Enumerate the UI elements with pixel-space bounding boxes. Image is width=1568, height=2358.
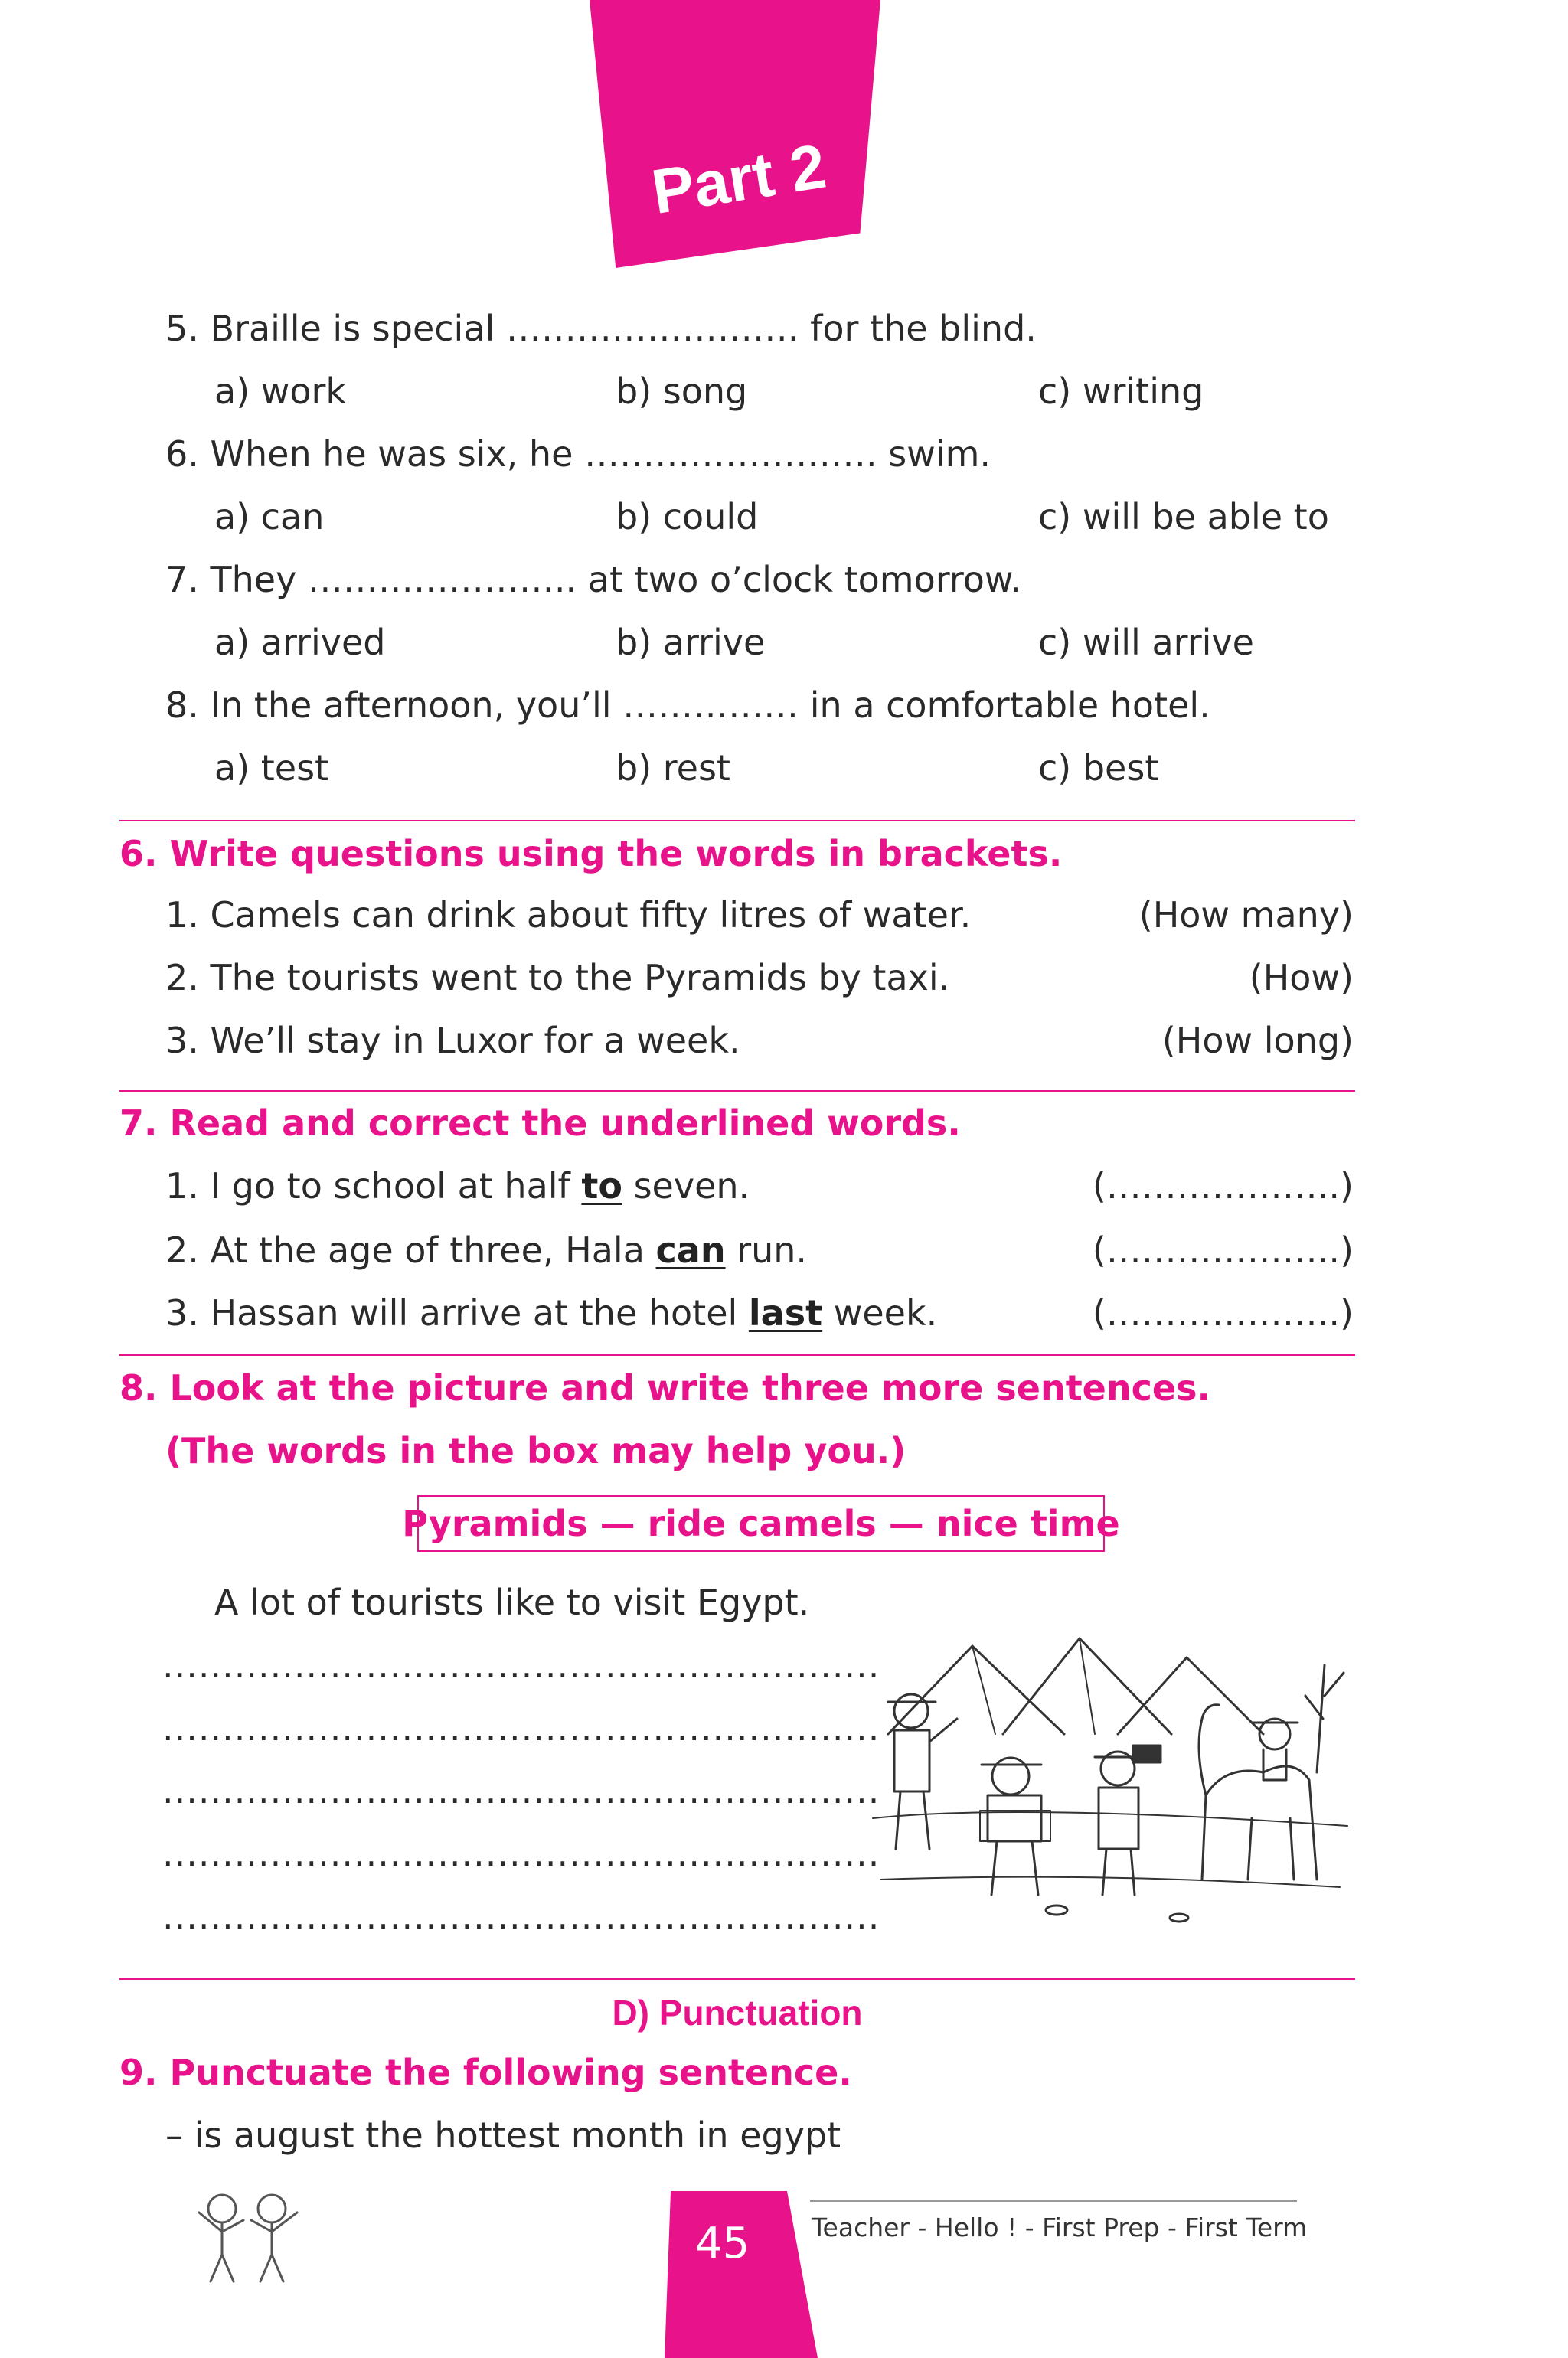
- punctuation-title: D) Punctuation: [612, 1993, 863, 2033]
- section-divider: [119, 1978, 1355, 1980]
- answer-blank: (………………..): [1092, 1292, 1354, 1334]
- section-9-heading: 9. Punctuate the following sentence.: [119, 2052, 852, 2093]
- part-tab: [590, 0, 880, 268]
- option-c: c) will arrive: [1038, 622, 1254, 663]
- section-8-heading: 8. Look at the picture and write three more sentences.: [119, 1367, 1210, 1409]
- exercise-item: [165, 1292, 938, 1334]
- footer-divider: [810, 2200, 1297, 2202]
- option-c: c) best: [1038, 747, 1159, 789]
- question-stem: 8. In the afternoon, you’ll …………… in a comfortable hotel.: [165, 684, 1210, 726]
- item-text: week.: [822, 1292, 938, 1334]
- punctuation-sentence: – is august the hottest month in egypt: [165, 2115, 841, 2156]
- option-c: c) will be able to: [1038, 496, 1329, 537]
- exercise-hint: (How): [1249, 957, 1354, 998]
- option-c: c) writing: [1038, 371, 1204, 412]
- exercise-hint: (How many): [1138, 894, 1354, 936]
- exercise-item: [165, 1165, 750, 1207]
- writing-line[interactable]: ............................................................: [162, 1896, 880, 1937]
- option-b: b) song: [616, 371, 748, 412]
- writing-line[interactable]: ............................................................: [162, 1644, 880, 1686]
- page-number: 45: [695, 2219, 750, 2268]
- question-stem: 5. Braille is special ……………………. for the blind.: [165, 308, 1037, 349]
- section-divider: [119, 1090, 1355, 1092]
- exercise-item: 1. Camels can drink about fifty litres of water.: [165, 894, 972, 936]
- section-divider: [119, 820, 1355, 821]
- writing-line[interactable]: ............................................................: [162, 1707, 880, 1749]
- book-title: Teacher - Hello ! - First Prep - First Term: [812, 2213, 1308, 2242]
- item-text: 3. Hassan will arrive at the hotel: [165, 1292, 749, 1334]
- section-divider: [119, 1354, 1355, 1356]
- exercise-hint: (How long): [1161, 1020, 1354, 1061]
- answer-blank: (………………..): [1092, 1165, 1354, 1207]
- word-box: [402, 1495, 1120, 1552]
- item-text: seven.: [622, 1165, 750, 1207]
- item-text: 1. I go to school at half: [165, 1165, 582, 1207]
- section-6-heading: 6. Write questions using the words in brackets.: [119, 833, 1063, 874]
- option-b: b) arrive: [616, 622, 766, 663]
- writing-line[interactable]: ............................................................: [162, 1833, 880, 1874]
- example-sentence: A lot of tourists like to visit Egypt.: [214, 1582, 810, 1623]
- question-stem: 7. They ………………….. at two o’clock tomorrow.: [165, 559, 1021, 600]
- section-8-subheading: (The words in the box may help you.): [165, 1430, 906, 1471]
- word-box-text: Pyramids — ride camels — nice time: [402, 1503, 1120, 1544]
- question-stem: 6. When he was six, he ……………………. swim.: [165, 433, 991, 475]
- exercise-item: 2. The tourists went to the Pyramids by taxi.: [165, 957, 950, 998]
- item-text: 2. At the age of three, Hala: [165, 1230, 656, 1271]
- page-number-tab: [665, 2191, 818, 2358]
- answer-blank: (………………..): [1092, 1230, 1354, 1271]
- exercise-item: [165, 1230, 808, 1271]
- kids-cartoon-icon: [176, 2174, 322, 2289]
- underlined-word: to: [581, 1165, 622, 1207]
- item-text: run.: [725, 1230, 808, 1271]
- underlined-word: last: [748, 1292, 823, 1334]
- option-b: b) could: [616, 496, 759, 537]
- option-a: a) can: [214, 496, 325, 537]
- writing-line[interactable]: ............................................................: [162, 1770, 880, 1811]
- option-a: a) test: [214, 747, 329, 789]
- option-b: b) rest: [616, 747, 730, 789]
- tourists-pyramids-illustration: [865, 1619, 1355, 1933]
- exercise-item: 3. We’ll stay in Luxor for a week.: [165, 1020, 740, 1061]
- option-a: a) work: [214, 371, 347, 412]
- part-title: Part 2: [647, 131, 831, 228]
- option-a: a) arrived: [214, 622, 386, 663]
- section-7-heading: 7. Read and correct the underlined words.: [119, 1102, 961, 1144]
- underlined-word: can: [655, 1230, 726, 1271]
